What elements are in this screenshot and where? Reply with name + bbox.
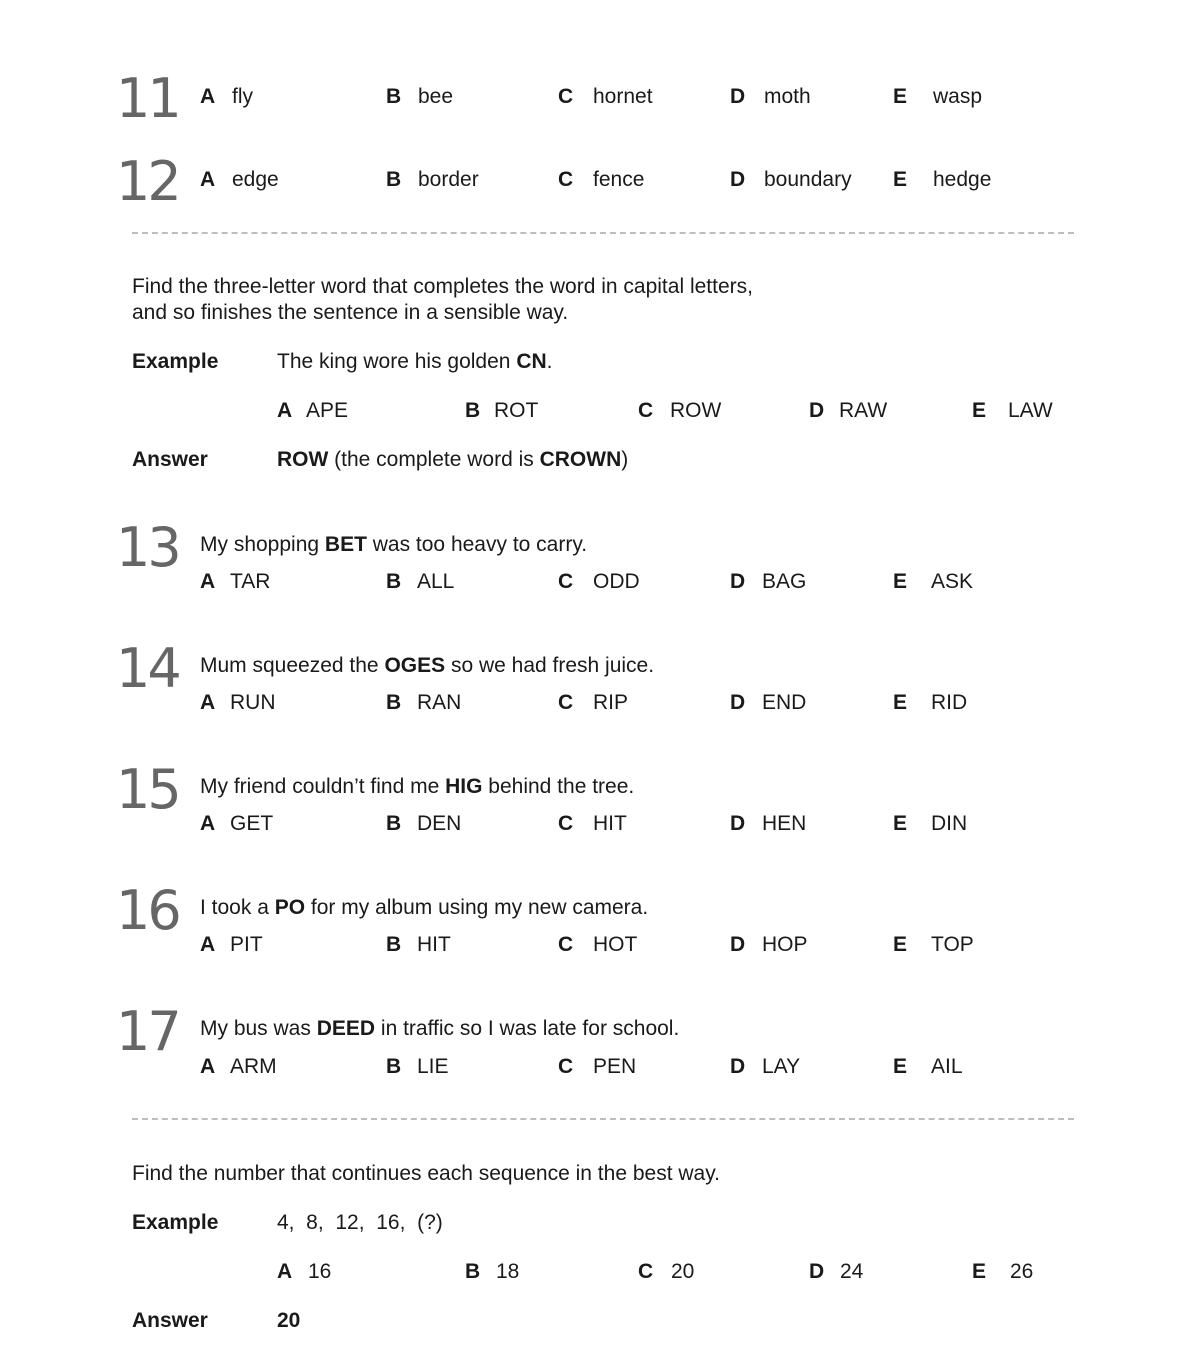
instruction-line: Find the three-letter word that completes the word in capital letters,	[132, 275, 753, 298]
option-e[interactable]	[893, 932, 974, 958]
option-letter: B	[386, 168, 402, 191]
option-c[interactable]	[558, 1054, 636, 1080]
option-b[interactable]	[386, 569, 454, 595]
option-letter: D	[809, 1260, 825, 1283]
option-word: END	[762, 691, 807, 714]
option-word: ARM	[230, 1055, 277, 1078]
instruction-line: and so finishes the sentence in a sensible way.	[132, 301, 569, 324]
option-c	[638, 398, 721, 424]
option-letter: B	[465, 1260, 481, 1283]
example-label: Example	[132, 1211, 219, 1234]
option-a[interactable]	[200, 932, 263, 958]
option-letter: A	[200, 168, 216, 191]
option-b[interactable]	[386, 167, 479, 193]
option-word: HEN	[762, 812, 807, 835]
option-e[interactable]	[893, 569, 973, 595]
question-sentence	[200, 895, 648, 921]
capital-word: PO	[274, 896, 306, 919]
option-letter: A	[277, 1260, 293, 1283]
option-c[interactable]	[558, 569, 640, 595]
option-word: 18	[496, 1260, 520, 1283]
option-word: edge	[232, 168, 279, 191]
answer-mid: (the complete word is	[328, 448, 540, 471]
option-d[interactable]	[730, 811, 806, 837]
option-word: LIE	[417, 1055, 449, 1078]
option-word: HIT	[417, 933, 451, 956]
option-b[interactable]	[386, 690, 461, 716]
question-number: 16	[116, 879, 179, 942]
option-b[interactable]	[386, 932, 451, 958]
capital-word: DEED	[316, 1017, 376, 1040]
section-divider	[132, 232, 1074, 234]
sentence-post: behind the tree.	[482, 775, 635, 798]
sentence-pre: Mum squeezed the	[200, 654, 385, 677]
option-a[interactable]	[200, 1054, 277, 1080]
option-a[interactable]	[200, 811, 273, 837]
option-letter: D	[730, 933, 746, 956]
option-letter: E	[893, 1055, 908, 1078]
option-word: ODD	[593, 570, 640, 593]
option-a[interactable]	[200, 569, 270, 595]
option-letter: A	[200, 570, 216, 593]
option-letter: A	[200, 691, 216, 714]
option-word: fence	[593, 168, 645, 191]
option-d[interactable]	[730, 1054, 800, 1080]
option-c	[638, 1259, 694, 1285]
option-word: 24	[840, 1260, 864, 1283]
option-c[interactable]	[558, 690, 628, 716]
option-letter: E	[893, 168, 908, 191]
option-e[interactable]	[893, 1054, 963, 1080]
option-b[interactable]	[386, 84, 453, 110]
option-letter: A	[200, 933, 216, 956]
option-a	[277, 398, 348, 424]
option-d[interactable]	[730, 690, 806, 716]
option-word: APE	[306, 399, 349, 422]
option-word: HOP	[762, 933, 808, 956]
option-word: 16	[308, 1260, 332, 1283]
option-word: hornet	[593, 85, 653, 108]
option-letter: B	[386, 933, 402, 956]
option-c[interactable]	[558, 932, 637, 958]
option-d[interactable]	[730, 167, 852, 193]
sentence-pre: My bus was	[200, 1017, 317, 1040]
question-number: 14	[116, 637, 179, 700]
option-a[interactable]	[200, 167, 279, 193]
sentence-pre: My friend couldn’t find me	[200, 775, 446, 798]
question-sentence	[200, 532, 587, 558]
option-letter: C	[558, 168, 574, 191]
option-letter: E	[893, 812, 908, 835]
option-d[interactable]	[730, 569, 806, 595]
option-letter: D	[730, 812, 746, 835]
option-word: ROW	[670, 399, 722, 422]
option-word: ASK	[931, 570, 974, 593]
option-word: boundary	[764, 168, 852, 191]
option-e[interactable]	[893, 811, 967, 837]
answer-word: ROW	[277, 448, 329, 471]
example-post: .	[546, 350, 553, 373]
option-letter: C	[558, 85, 574, 108]
option-letter: D	[730, 570, 746, 593]
option-letter: C	[638, 1260, 654, 1283]
sentence-pre: My shopping	[200, 533, 325, 556]
option-word: LAW	[1008, 399, 1053, 422]
option-word: PIT	[230, 933, 263, 956]
capital-word: BET	[324, 533, 367, 556]
option-e[interactable]	[893, 167, 991, 193]
option-b	[465, 398, 538, 424]
option-letter: B	[386, 85, 402, 108]
sentence-post: for my album using my new camera.	[305, 896, 649, 919]
answer-label: Answer	[132, 1309, 208, 1332]
option-b	[465, 1259, 519, 1285]
answer-text	[277, 447, 628, 473]
option-word: ROT	[494, 399, 539, 422]
option-word: GET	[230, 812, 274, 835]
option-letter: A	[200, 1055, 216, 1078]
option-d[interactable]	[730, 932, 808, 958]
question-sentence	[200, 1016, 679, 1042]
option-word: RID	[931, 691, 968, 714]
example-sentence	[277, 349, 553, 375]
option-word: border	[418, 168, 479, 191]
sentence-post: so we had fresh juice.	[445, 654, 655, 677]
option-word: PEN	[593, 1055, 637, 1078]
option-letter: E	[893, 933, 908, 956]
option-word: RUN	[230, 691, 276, 714]
section-divider	[132, 1118, 1074, 1120]
option-word: 20	[671, 1260, 695, 1283]
option-word: TOP	[931, 933, 974, 956]
option-e[interactable]	[893, 690, 967, 716]
example-sequence: 4, 8, 12, 16, (?)	[277, 1211, 443, 1234]
option-b[interactable]	[386, 811, 461, 837]
option-d	[809, 398, 887, 424]
option-word: moth	[764, 85, 811, 108]
option-letter: C	[638, 399, 654, 422]
sentence-pre: I took a	[200, 896, 275, 919]
option-letter: B	[386, 812, 402, 835]
option-letter: D	[730, 168, 746, 191]
question-number: 12	[116, 150, 179, 213]
option-letter: E	[972, 1260, 987, 1283]
answer-label: Answer	[132, 448, 208, 471]
option-letter: D	[809, 399, 825, 422]
answer-value: 20	[277, 1309, 301, 1332]
option-word: HOT	[593, 933, 638, 956]
option-c[interactable]	[558, 167, 644, 193]
option-letter: E	[972, 399, 987, 422]
option-a[interactable]	[200, 84, 253, 110]
option-word: DIN	[931, 812, 968, 835]
option-word: LAY	[762, 1055, 801, 1078]
option-d[interactable]	[730, 84, 811, 110]
option-word: ALL	[417, 570, 455, 593]
option-letter: B	[386, 691, 402, 714]
sentence-post: in traffic so I was late for school.	[375, 1017, 680, 1040]
option-word: HIT	[593, 812, 627, 835]
option-letter: C	[558, 570, 574, 593]
option-letter: A	[200, 812, 216, 835]
question-sentence	[200, 774, 634, 800]
option-c[interactable]	[558, 811, 627, 837]
option-letter: A	[277, 399, 293, 422]
answer-complete-word: CROWN	[539, 448, 622, 471]
option-a	[277, 1259, 331, 1285]
option-letter: D	[730, 691, 746, 714]
capital-word: OGES	[384, 654, 446, 677]
option-letter: E	[893, 691, 908, 714]
option-word: TAR	[230, 570, 271, 593]
option-c[interactable]	[558, 84, 653, 110]
example-capital-word: CN	[516, 350, 547, 373]
option-word: RIP	[593, 691, 629, 714]
option-letter: C	[558, 933, 574, 956]
option-letter: E	[893, 85, 908, 108]
option-word: RAN	[417, 691, 462, 714]
option-a[interactable]	[200, 690, 276, 716]
option-word: bee	[418, 85, 454, 108]
option-word: fly	[232, 85, 253, 108]
question-number: 13	[116, 516, 179, 579]
instruction-line: Find the number that continues each sequence in the best way.	[132, 1162, 720, 1185]
sentence-post: was too heavy to carry.	[366, 533, 588, 556]
option-b[interactable]	[386, 1054, 449, 1080]
question-number: 11	[116, 67, 179, 130]
option-letter: C	[558, 812, 574, 835]
option-word: hedge	[933, 168, 992, 191]
option-letter: D	[730, 1055, 746, 1078]
capital-word: HIG	[445, 775, 483, 798]
example-label: Example	[132, 350, 219, 373]
option-word: AIL	[931, 1055, 963, 1078]
option-word: DEN	[417, 812, 462, 835]
option-word: BAG	[762, 570, 807, 593]
option-letter: E	[893, 570, 908, 593]
option-d	[809, 1259, 863, 1285]
answer-end: )	[621, 448, 629, 471]
example-pre: The king wore his golden	[277, 350, 517, 373]
option-e	[972, 398, 1053, 424]
option-letter: B	[465, 399, 481, 422]
option-letter: B	[386, 570, 402, 593]
option-letter: B	[386, 1055, 402, 1078]
option-letter: C	[558, 691, 574, 714]
option-word: wasp	[933, 85, 983, 108]
question-sentence	[200, 653, 654, 679]
option-letter: C	[558, 1055, 574, 1078]
question-number: 15	[116, 758, 179, 821]
question-number: 17	[116, 1000, 179, 1063]
option-e[interactable]	[893, 84, 982, 110]
option-word: 26	[1010, 1260, 1034, 1283]
option-letter: A	[200, 85, 216, 108]
option-word: RAW	[839, 399, 888, 422]
option-e	[972, 1259, 1033, 1285]
option-letter: D	[730, 85, 746, 108]
